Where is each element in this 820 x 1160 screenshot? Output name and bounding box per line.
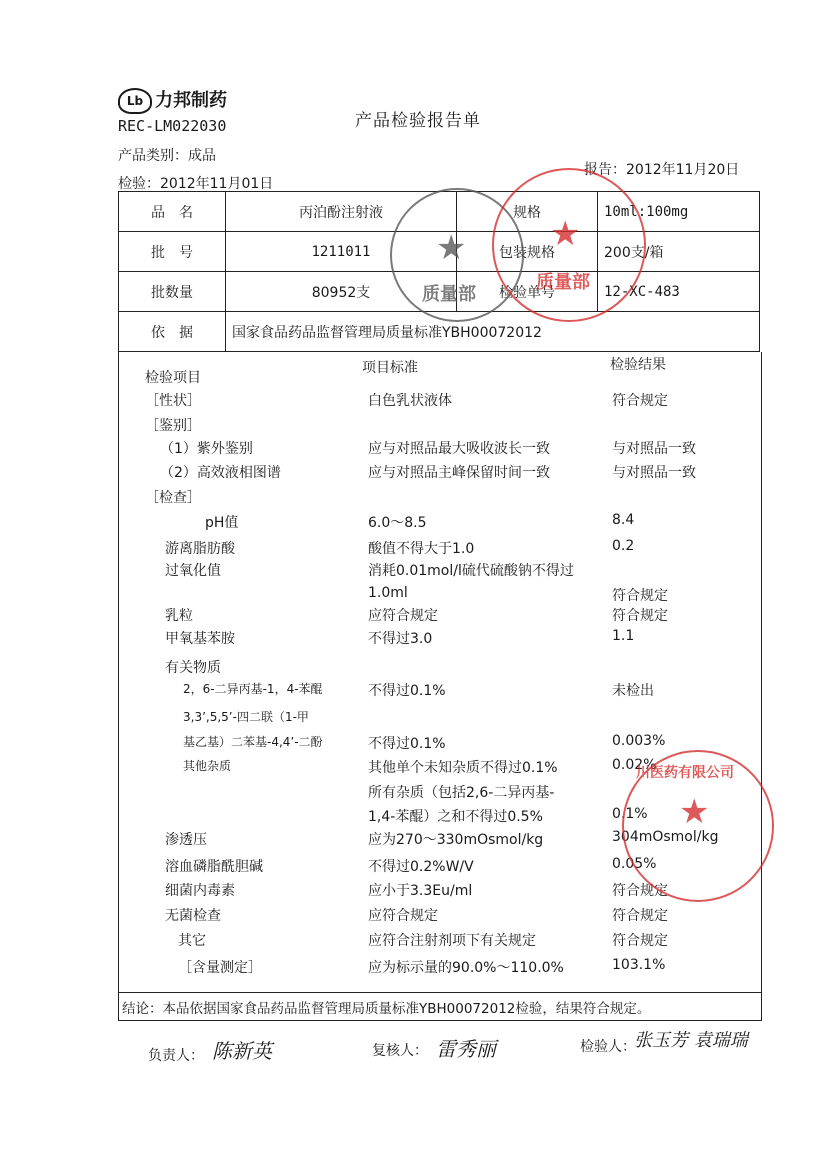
test-row-standard: 白色乳状液体 [368, 393, 452, 409]
test-row-standard: 应符合规定 [368, 608, 438, 624]
pack-label: 包装规格 [457, 232, 598, 272]
company-name: 力邦制药 [155, 90, 227, 111]
inspector-signature: 张玉芳 袁瑞瑞 [634, 1030, 748, 1051]
stamp-star-icon: ★ [436, 228, 467, 268]
responsible-signature: 陈新英 [212, 1039, 272, 1063]
test-row-item: 基乙基）二苯基-4,4’-二酚 [183, 735, 323, 749]
test-row-item: ［检查］ [145, 490, 201, 506]
name-value: 丙泊酚注射液 [226, 192, 457, 232]
batch-value: 1211011 [226, 232, 457, 272]
stamp-star-icon: ★ [550, 214, 581, 254]
test-row-item: pH值 [205, 515, 239, 531]
test-row-standard: 应与对照品主峰保留时间一致 [368, 465, 550, 481]
batch-label: 批 号 [119, 232, 226, 272]
test-row-result: 符合规定 [612, 608, 668, 624]
test-row-result: 与对照品一致 [612, 465, 696, 481]
test-row-standard: 其他单个未知杂质不得过0.1% [368, 760, 558, 776]
test-row-item: 游离脂肪酸 [165, 541, 235, 557]
test-row-item: ［鉴别］ [145, 418, 201, 434]
test-row-standard: 不得过0.2%W/V [368, 859, 474, 875]
test-row-standard: 应为标示量的90.0%～110.0% [368, 960, 564, 976]
conclusion-text: 结论：本品依据国家食品药品监督管理局质量标准YBH00072012检验，结果符合规定。 [122, 1001, 651, 1017]
test-row-item: 其他杂质 [183, 759, 232, 773]
test-row-standard: 6.0～8.5 [368, 515, 427, 531]
test-row-item: 有关物质 [165, 660, 221, 676]
test-row-standard: 应符合注射剂项下有关规定 [368, 933, 536, 949]
col-header-result: 检验结果 [610, 357, 666, 373]
test-row-item: 溶血磷脂酰胆碱 [165, 859, 263, 875]
basis-value: 国家食品药品监督管理局质量标准YBH00072012 [226, 312, 760, 352]
test-row-standard: 不得过0.1% [368, 736, 446, 752]
test-row-standard: 应小于3.3Eu/ml [368, 883, 473, 899]
inspection-date: 检验：2012年11月01日 [118, 176, 274, 192]
test-row-result: 0.2 [612, 538, 635, 554]
test-row-item: 过氧化值 [165, 563, 221, 579]
red-stamp-company [622, 750, 774, 902]
red-stamp-text: 质量部 [536, 272, 590, 293]
test-row-standard: 所有杂质（包括2,6-二异丙基- [368, 785, 555, 801]
test-row-result: 304mOsmol/kg [612, 829, 719, 845]
company-logo-icon: Lb [118, 88, 152, 114]
test-row-standard: 应与对照品最大吸收波长一致 [368, 441, 550, 457]
test-row-item: 甲氧基苯胺 [165, 631, 235, 647]
test-row-result: 符合规定 [612, 588, 668, 604]
test-row-item: ［性状］ [145, 393, 201, 409]
test-row-result: 0.05% [612, 856, 657, 872]
test-row-item: （1）紫外鉴别 [160, 441, 253, 457]
product-category: 产品类别：成品 [118, 148, 216, 164]
test-row-item: 细菌内毒素 [165, 883, 235, 899]
test-row-item: 其它 [178, 933, 206, 949]
test-row-result: 符合规定 [612, 883, 668, 899]
test-row-item: （2）高效液相图谱 [160, 465, 281, 481]
test-row-standard: 1.0ml [368, 585, 408, 601]
test-row-item: 3,3’,5,5’-四二联（1-甲 [183, 710, 309, 724]
test-row-item: 2，6-二异丙基-1，4-苯醌 [183, 682, 323, 696]
test-row-standard: 消耗0.01mol/l硫代硫酸钠不得过 [368, 563, 574, 579]
test-row-result: 8.4 [612, 512, 635, 528]
pack-value: 200支/箱 [598, 232, 760, 272]
qty-label: 批数量 [119, 272, 226, 312]
test-row-item: ［含量测定］ [178, 960, 262, 976]
reviewer-signature: 雷秀丽 [436, 1037, 496, 1061]
spec-label: 规格 [457, 192, 598, 232]
test-row-result: 0.1% [612, 806, 648, 822]
test-row-result: 未检出 [612, 683, 654, 699]
test-row-result: 0.003% [612, 733, 666, 749]
red-stamp-quality [492, 168, 646, 322]
reviewer-label: 复核人： [372, 1043, 428, 1059]
col-header-item: 检验项目 [145, 370, 201, 386]
col-header-standard: 项目标准 [362, 360, 418, 376]
test-row-result: 符合规定 [612, 393, 668, 409]
test-row-item: 渗透压 [165, 832, 207, 848]
test-row-item: 无菌检查 [165, 908, 221, 924]
responsible-label: 负责人： [148, 1048, 204, 1064]
test-row-result: 0.02% [612, 757, 657, 773]
inspector-label: 检验人： [580, 1039, 636, 1055]
test-row-standard: 应为270～330mOsmol/kg [368, 832, 544, 848]
test-row-item: 乳粒 [165, 608, 193, 624]
report-no-value: 12-XC-483 [598, 272, 760, 312]
test-row-result: 符合规定 [612, 908, 668, 924]
test-row-result: 103.1% [612, 957, 666, 973]
qty-value: 80952支 [226, 272, 457, 312]
test-row-result: 与对照品一致 [612, 441, 696, 457]
red-stamp-company-text: 川医药有限公司 [636, 765, 734, 781]
test-row-result: 1.1 [612, 628, 635, 644]
spec-value: 10ml:100mg [598, 192, 760, 232]
stamp-star-icon: ★ [679, 792, 710, 832]
name-label: 品 名 [119, 192, 226, 232]
basis-label: 依 据 [119, 312, 226, 352]
test-row-standard: 不得过0.1% [368, 683, 446, 699]
report-no-label: 检验单号 [457, 272, 598, 312]
test-row-standard: 不得过3.0 [368, 631, 433, 647]
page-title: 产品检验报告单 [355, 111, 481, 131]
test-row-standard: 应符合规定 [368, 908, 438, 924]
report-date: 报告：2012年11月20日 [584, 162, 740, 178]
test-row-standard: 1,4-苯醌）之和不得过0.5% [368, 809, 543, 825]
test-row-result: 符合规定 [612, 933, 668, 949]
test-row-standard: 酸值不得大于1.0 [368, 541, 475, 557]
document-code: REC-LM022030 [118, 117, 227, 135]
gray-stamp-text: 质量部 [422, 284, 476, 305]
